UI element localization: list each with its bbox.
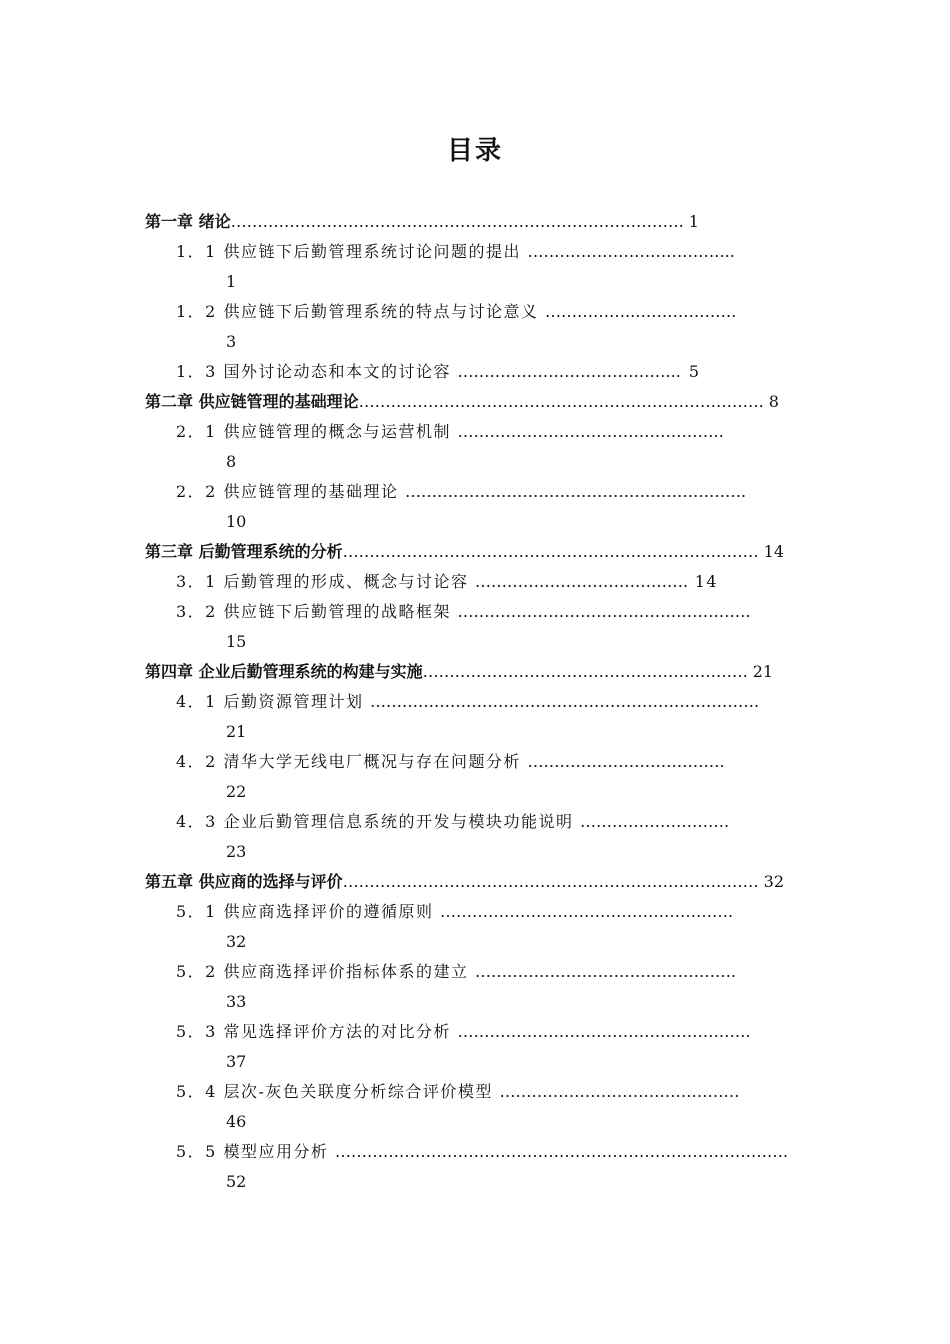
page-title: 目录	[446, 136, 503, 166]
toc-page-number: 14	[688, 572, 719, 591]
toc-section-entry[interactable]	[176, 807, 810, 837]
toc-page-number: 21	[226, 722, 247, 741]
toc-section-entry[interactable]	[176, 417, 810, 447]
toc-page-number: 46	[226, 1112, 247, 1131]
toc-chapter-entry[interactable]	[145, 867, 810, 897]
toc-page-number: 52	[226, 1172, 247, 1191]
toc-section-entry[interactable]	[176, 597, 810, 627]
toc-page-number: .	[729, 242, 737, 261]
toc-entry-title: 第三章 后勤管理系统的分析	[145, 542, 343, 561]
toc-dot-leader: ……………………….	[580, 812, 730, 831]
toc-page-number: 32	[758, 872, 785, 891]
toc-entry-title: 1．1 供应链下后勤管理系统讨论问题的提出	[176, 242, 528, 261]
toc-entry-title: 4．3 企业后勤管理信息系统的开发与模块功能说明	[176, 812, 581, 831]
toc-section-entry[interactable]	[176, 357, 810, 387]
toc-dot-leader: ……………………………………………….	[440, 902, 734, 921]
toc-page-number: 33	[226, 992, 247, 1011]
toc-section-entry[interactable]	[176, 297, 810, 327]
toc-entry-title: 4．1 后勤资源管理计划	[176, 692, 371, 711]
toc-page-number: 10	[226, 512, 247, 531]
toc-entry-title: 第一章 绪论	[145, 212, 231, 231]
toc-entry-title: 4．2 清华大学无线电厂概况与存在问题分析	[176, 752, 528, 771]
toc-page-number: 32	[226, 932, 247, 951]
toc-dot-leader: ……………………………………………………….	[405, 482, 747, 501]
toc-entry-title: 3．1 后勤管理的形成、概念与讨论容	[176, 572, 476, 591]
toc-dot-leader: …………………………………..	[457, 362, 676, 381]
toc-page-number: 14	[758, 542, 785, 561]
toc-dot-leader: ……………..……………….	[545, 302, 737, 321]
toc-section-entry[interactable]	[176, 1017, 810, 1047]
toc-dot-leader: ……………………………………………………………………	[342, 872, 759, 891]
toc-dot-leader: …………………………………………………………………	[358, 392, 759, 411]
toc-section-entry[interactable]	[176, 957, 810, 987]
toc-chapter-entry[interactable]	[145, 387, 810, 417]
toc-section-entry[interactable]	[176, 477, 810, 507]
toc-dot-leader: ………………………………..	[527, 242, 730, 261]
toc-page-number: .	[718, 422, 726, 441]
toc-entry-title: 第二章 供应链管理的基础理论	[145, 392, 359, 411]
toc-entry-title: 5．5 模型应用分析	[176, 1142, 336, 1161]
toc-entry-title: 1．2 供应链下后勤管理系统的特点与讨论意义	[176, 302, 546, 321]
toc-chapter-entry[interactable]	[145, 207, 810, 237]
toc-page-number: 37	[226, 1052, 247, 1071]
toc-section-entry[interactable]	[176, 1077, 810, 1107]
toc-dot-leader: …………………………………………………………………………	[230, 212, 679, 231]
toc-page-number: 22	[226, 782, 247, 801]
toc-section-entry[interactable]	[176, 747, 810, 777]
toc-dot-leader: ……………………………………………….	[457, 602, 751, 621]
toc-dot-leader: ……………………………………………………………….	[370, 692, 760, 711]
toc-section-entry[interactable]	[176, 897, 810, 927]
toc-dot-leader: ……………………………………………………	[422, 662, 743, 681]
toc-entry-title: 2．2 供应链管理的基础理论	[176, 482, 406, 501]
toc-page-number: 23	[226, 842, 247, 861]
toc-page-number: . 21	[742, 662, 774, 681]
toc-dot-leader: ………………………………………….	[457, 422, 719, 441]
toc-section-entry[interactable]	[176, 687, 810, 717]
toc-entry-title: 5．4 层次-灰色关联度分析综合评价模型	[176, 1082, 500, 1101]
toc-page-number: 8	[226, 452, 237, 471]
toc-page-number: . 5	[675, 362, 701, 381]
toc-chapter-entry[interactable]	[145, 537, 810, 567]
toc-page-number: 3	[226, 332, 237, 351]
toc-dot-leader: ……………………………….	[527, 752, 725, 771]
toc-page-number: 1	[226, 272, 237, 291]
toc-entry-title: 3．2 供应链下后勤管理的战略框架	[176, 602, 458, 621]
toc-dot-leader: ………………………………………….	[475, 962, 737, 981]
toc-page-number: . 1	[678, 212, 699, 231]
toc-dot-leader: ………………………………………………………………………….	[335, 1142, 789, 1161]
toc-dot-leader: ………………………………………	[499, 1082, 740, 1101]
toc-entry-title: 第四章 企业后勤管理系统的构建与实施	[145, 662, 423, 681]
toc-page-number: . 8	[758, 392, 779, 411]
toc-entry-title: 5．2 供应商选择评价指标体系的建立	[176, 962, 476, 981]
toc-entry-title: 5．3 常见选择评价方法的对比分析	[176, 1022, 458, 1041]
toc-page-number: 15	[226, 632, 247, 651]
toc-dot-leader: ………………………………….	[475, 572, 689, 591]
toc-section-entry[interactable]	[176, 567, 810, 597]
toc-entry-title: 第五章 供应商的选择与评价	[145, 872, 343, 891]
toc-dot-leader: ……………………………………………………………………	[342, 542, 759, 561]
toc-section-entry[interactable]	[176, 237, 810, 267]
toc-entry-title: 2．1 供应链管理的概念与运营机制	[176, 422, 458, 441]
toc-section-entry[interactable]	[176, 1137, 810, 1167]
toc-entry-title: 5．1 供应商选择评价的遵循原则	[176, 902, 441, 921]
toc-dot-leader: ……………………………………………….	[457, 1022, 751, 1041]
toc-entry-title: 1．3 国外讨论动态和本文的讨论容	[176, 362, 458, 381]
toc-chapter-entry[interactable]	[145, 657, 810, 687]
